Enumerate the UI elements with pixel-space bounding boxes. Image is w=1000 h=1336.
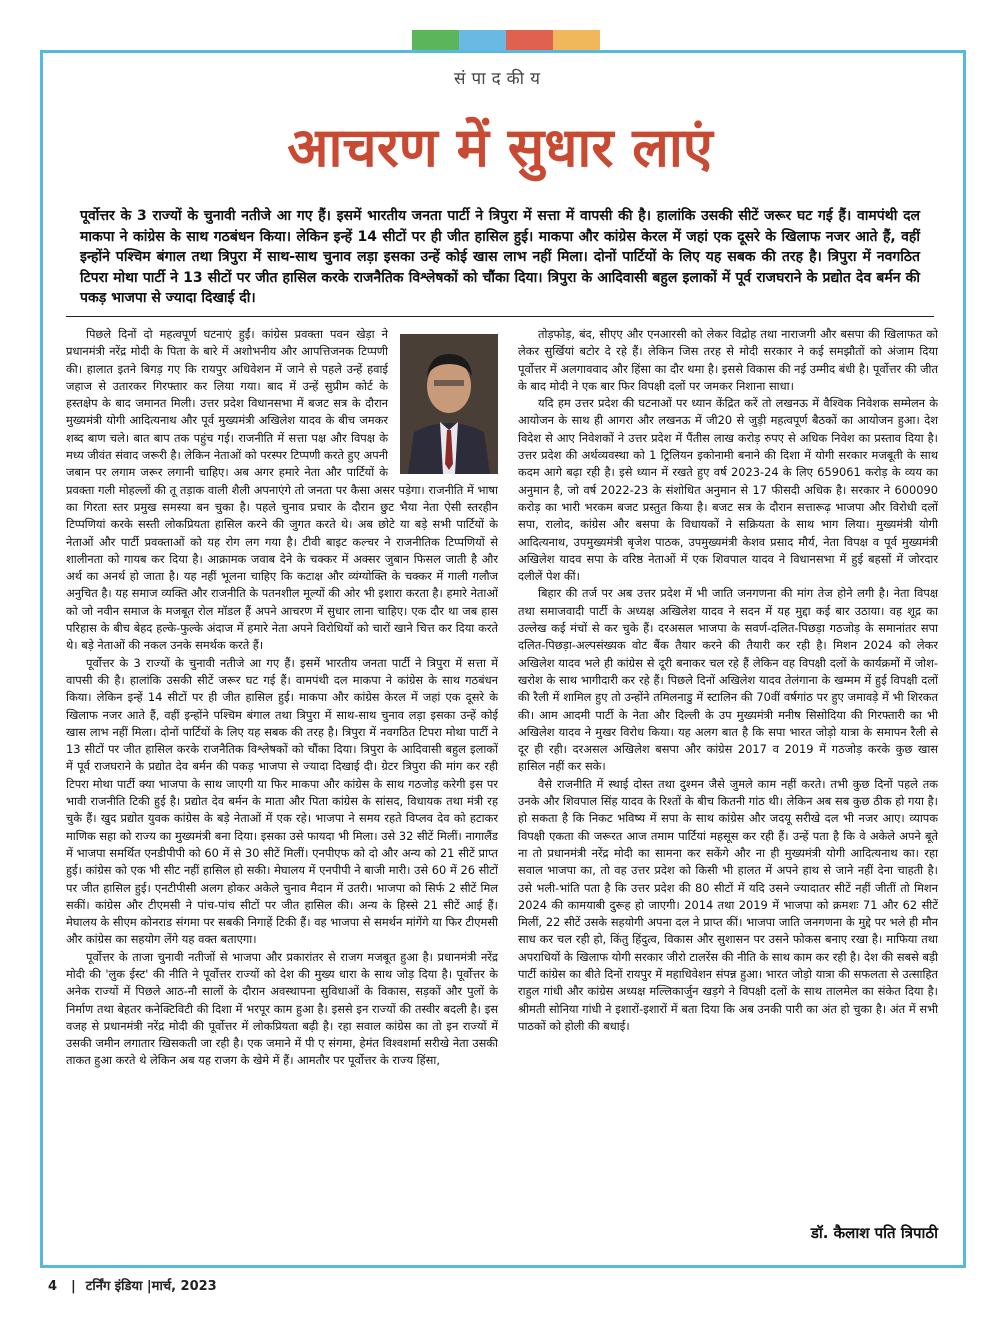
paragraph: यदि हम उत्तर प्रदेश की घटनाओं पर ध्यान केंद्रित करें तो लखनऊ में वैश्विक निवेशक सम्मेलन के आयोजन के साथ ही आगरा और लखनऊ में जी20 से जुड़ी महत्वपूर्ण बैठकों का आयोजन हुआ। देश विदेश से आए निवेशकों ने उत्तर प्रदेश में पैंतीस लाख करोड़ रुपए से अधिक निवेश का प्रस्ताव दिया है। उत्तर प्रदेश की अर्थव्यवस्था को 1 ट्रिलियन इकोनामी बनाने की दिशा में योगी सरकार मजबूती के साथ कदम आगे बढ़ा रही है। इसे ध्यान में रखते हुए वर्ष 2023-24 के लिए 659061 करोड़ के व्यय का अनुमान है, जो वर्ष 2022-23 के संशोधित अनुमान से 17 फीसदी अधिक है। सरकार ने 600090 करोड़ का भारी भरकम बजट प्रस्तुत किया है। बजट सत्र के दौरान सत्तारूढ़ भाजपा और विरोधी दलों सपा, रालोद, कांग्रेस और बसपा के विधायकों ने सक्रियता के साथ भाग लिया। मुख्यमंत्री योगी आदित्यनाथ, उपमुख्यमंत्री बृजेश पाठक, उपमुख्यमंत्री केशव प्रसाद मौर्य, नेता विपक्ष व पूर्व मुख्यमंत्री अखिलेश यादव सपा के वरिष्ठ नेताओं में एक शिवपाल यादव ने विधानसभा में हुई बहसों में जोरदार दलीलें पेश कीं। (518, 396, 938, 584)
headline: आचरण में सुधार लाएं (287, 115, 713, 179)
page-number: 4 (48, 1279, 58, 1294)
color-tab-blue (459, 30, 506, 50)
paragraph: तोड़फोड़, बंद, सीएए और एनआरसी को लेकर विद्रोह तथा नाराजगी और बसपा की खिलाफत को लेकर सुर्खियां बटोर दे रहे हैं। लेकिन जिस तरह से मोदी सरकार ने कई समझौतों को अंजाम दिया पूर्वोत्तर में अलगाववाद और हिंसा का दौर थमा है। इससे विकास की नई उम्मीद बंधी है। पूर्वोत्तर की जीत के बाद मोदी ने एक बार फिर विपक्षी दलों पर जमकर निशाना साधा। (518, 327, 938, 393)
color-tab-orange (553, 30, 600, 50)
color-tab-green (412, 30, 459, 50)
color-tab-red (506, 30, 553, 50)
footer-separator: | (146, 1279, 152, 1294)
color-tabs (412, 30, 600, 50)
article-column-2 (518, 326, 938, 1186)
divider (66, 316, 934, 317)
paragraph: बिहार की तर्ज पर अब उत्तर प्रदेश में भी जाति जनगणना की मांग तेज होने लगी है। नेता विपक्ष तथा समाजवादी पार्टी के अध्यक्ष अखिलेश यादव ने सदन में यह मुद्दा कई बार उठाया। वह शूद्र का उल्लेख कई मंचों से कर चुके हैं। दरअसल भाजपा के सवर्ण-दलित-पिछड़ा गठजोड़ के समानांतर सपा दलित-पिछड़ा-अल्पसंख्यक वोट बैंक तैयार करने की तैयारी कर रही है। मिशन 2024 को लेकर अखिलेश यादव भले ही कांग्रेस से दूरी बनाकर चल रहे हैं लेकिन वह विपक्षी दलों के कार्यक्रमों में जोश-खरोश के साथ भागीदारी कर रहे हैं। पिछले दिनों अखिलेश यादव तेलंगाना के खम्मम में हुई विपक्षी दलों की रैली में शामिल हुए तो उन्होंने तमिलनाडु में स्टालिन की 70वीं वर्षगांठ पर हुए जमावड़े में भी शिरकत की। आम आदमी पार्टी के नेता और दिल्ली के उप मुख्यमंत्री मनीष सिसोदिया की गिरफ्तारी का भी अखिलेश यादव ने मुखर विरोध किया। यह अलग बात है कि सपा भारत जोड़ो यात्रा के समापन रैली से दूर ही रही। दरअसल अखिलेश बसपा और कांग्रेस 2017 व 2019 में गठजोड़ करके कुछ खास हासिल नहीं कर सके। (518, 586, 938, 774)
article-column-1 (66, 326, 498, 1266)
author-byline: डॉ. कैलाश पति त्रिपाठी (810, 1224, 938, 1242)
portrait-illustration (400, 334, 498, 474)
author-photo (400, 334, 498, 474)
footer-separator: | (71, 1279, 76, 1294)
page-footer (48, 1276, 217, 1294)
paragraph: वैसे राजनीति में स्थाई दोस्त तथा दुश्मन जैसे जुमले काम नहीं करते। तभी कुछ दिनों पहले तक उनके और शिवपाल सिंह यादव के रिश्तों के बीच कितनी गांठ थी। लेकिन अब सब कुछ ठीक हो गया है। हो सकता है कि निकट भविष्य में सपा के साथ कांग्रेस और जदयू सरीखे दल भी नजर आए। व्यापक विपक्षी एकता की जरूरत आज तमाम पार्टियां महसूस कर रही हैं। उन्हें पता है कि वे अकेले अपने बूते ना तो प्रधानमंत्री नरेंद्र मोदी का सामना कर सकेंगे और ना ही मुख्यमंत्री योगी आदित्यनाथ का। रहा सवाल भाजपा का, तो वह उत्तर प्रदेश को किसी भी हालत में अपने हाथ से जाने नहीं देना चाहती है। उसे भली-भांति पता है कि उत्तर प्रदेश की 80 सीटों में यदि उसने ज्यादातर सीटें नहीं जीतीं तो मिशन 2024 की कामयाबी दुरूह हो जाएगी। 2014 तथा 2019 में भाजपा को क्रमशः 71 और 62 सीटें मिलीं, 22 सीटें उसके सहयोगी अपना दल ने प्राप्त कीं। भाजपा जाति जनगणना के मुद्दे पर भले ही मौन साध कर चल रही हो, किंतु हिंदुत्व, विकास और सुशासन पर उसने फोकस बनाए रखा है। माफिया तथा अपराधियों के खिलाफ योगी सरकार जीरो टालरेंस की नीति के साथ काम कर रही है। देश की सबसे बड़ी पार्टी कांग्रेस का बीते दिनों रायपुर में महाधिवेशन संपन्न हुआ। भारत जोड़ो यात्रा की सफलता से उत्साहित राहुल गांधी और कांग्रेस अध्यक्ष मल्लिकार्जुन खड़गे ने विपक्षी दलों के साथ तालमेल का संकेत दिया है। श्रीमती सोनिया गांधी ने इशारों-इशारों में बता दिया कि अब उनकी पारी का अंत हो चुका है। अंत में सभी पाठकों को होली की बधाई। (518, 776, 938, 1033)
paragraph: पूर्वोत्तर के ताजा चुनावी नतीजों से भाजपा और प्रकारांतर से राजग मजबूत हुआ है। प्रधानमंत्री नरेंद्र मोदी की 'लुक ईस्ट' की नीति ने पूर्वोत्तर राज्यों को देश की मुख्य धारा के साथ जोड़ दिया है। पूर्वोत्तर के अनेक राज्यों में पिछले आठ-नौ सालों के दौरान अवस्थापना सुविधाओं के विकास, सड़कों और पुलों के निर्माण तथा बेहतर कनेक्टिविटी की दिशा में भरपूर काम हुआ है। इससे इन राज्यों की तस्वीर बदली है। इस वजह से प्रधानमंत्री नरेंद्र मोदी की पूर्वोत्तर में लोकप्रियता बढ़ी है। रहा सवाल कांग्रेस का तो इन राज्यों में उसकी जमीन लगातार खिसकती जा रही है। एक जमाने में पी ए संगमा, हेमंत विश्वशर्मा सरीखे नेता उसकी ताकत हुआ करते थे लेकिन अब यह राजग के खेमे में हैं। आमतौर पर पूर्वोत्तर के राज्य हिंसा, (66, 949, 498, 1068)
paragraph: पूर्वोत्तर के 3 राज्यों के चुनावी नतीजे आ गए हैं। इसमें भारतीय जनता पार्टी ने त्रिपुरा में सत्ता में वापसी की है। हालांकि उसकी सीटें जरूर घट गई हैं। वामपंथी दल माकपा ने कांग्रेस के साथ गठबंधन किया। लेकिन इन्हें 14 सीटों पर ही जीत हासिल हुई। माकपा और कांग्रेस केरल में जहां एक दूसरे के खिलाफ नजर आते हैं, वहीं इन्होंने पश्चिम बंगाल तथा त्रिपुरा में साथ-साथ चुनाव लड़ा इसका उन्हें कोई खास लाभ नहीं मिला। दोनों पार्टियों के लिए यह सबक की तरह है। त्रिपुरा में नवगठित टिपरा मोथा पार्टी ने 13 सीटों पर जीत हासिल करके राजनैतिक विश्लेषकों को चौंका दिया। त्रिपुरा के आदिवासी बहुल इलाकों में पूर्व राजघराने के प्रद्योत देव बर्मन की पकड़ भाजपा से ज्यादा दिखाई दी। ग्रेटर त्रिपुरा की मांग कर रही टिपरा मोथा पार्टी क्या भाजपा के साथ जाएगी या फिर माकपा और कांग्रेस के साथ गठजोड़ करेगी इस पर भावी राजनीति टिकी हुई है। प्रद्योत देव बर्मन के माता और पिता कांग्रेस के सांसद, विधायक तथा मंत्री रह चुके हैं। खुद प्रद्योत युवक कांग्रेस के बड़े नेताओं में एक रहे। भाजपा ने समय रहते विप्लव देव को हटाकर माणिक सहा को राज्य का मुख्यमंत्री बना दिया। इसका उसे फायदा भी मिला। उसे 32 सीटें मिलीं। नागालैंड में भाजपा समर्थित एनडीपीपी को 60 में से 30 सीटें मिलीं। एनपीएफ को दो और अन्य को 21 सीटें प्राप्त हुई। कांग्रेस को एक भी सीट नहीं हासिल हो सकी। मेघालय में एनपीपी ने बाजी मारी। उसे 60 में 26 सीटों पर जीत हासिल हुई। एनटीपीसी अलग होकर अकेले चुनाव मैदान में उतरी। भाजपा को सिर्फ 2 सीटें मिल सकीं। कांग्रेस और टीएमसी ने पांच-पांच सीटों पर जीत हासिल की। अन्य के हिस्से 21 सीटें आई हैं। मेघालय के सीएम कोनराड संगमा पर सबकी निगाहें टिकी हैं। वह भाजपा से समर्थन मांगेंगे या फिर टीएमसी और कांग्रेस का सहयोग लेंगे यह वक्त बताएगा। (66, 655, 498, 947)
lede-paragraph: पूर्वोत्तर के 3 राज्यों के चुनावी नतीजे आ गए हैं। इसमें भारतीय जनता पार्टी ने त्रिपुरा में सत्ता में वापसी की है। हालांकि उसकी सीटें जरूर घट गई हैं। वामपंथी दल माकपा ने कांग्रेस के साथ गठबंधन किया। लेकिन इन्हें 14 सीटों पर ही जीत हासिल हुई। माकपा और कांग्रेस केरल में जहां एक दूसरे के खिलाफ नजर आते हैं, वहीं इन्होंने पश्चिम बंगाल तथा त्रिपुरा में साथ-साथ चुनाव लड़ा इसका उन्हें कोई खास लाभ नहीं मिला। दोनों पार्टियों के लिए यह सबक की तरह है। त्रिपुरा में नवगठित टिपरा मोथा पार्टी ने 13 सीटों पर जीत हासिल करके राजनैतिक विश्लेषकों को चौंका दिया। त्रिपुरा के आदिवासी बहुल इलाकों में पूर्व राजघराने के प्रद्योत देव बर्मन की पकड़ भाजपा से ज्यादा दिखाई दी। (80, 208, 920, 307)
paragraph: पिछले दिनों दो महत्वपूर्ण घटनाएं हुईं। कांग्रेस प्रवक्ता पवन खेड़ा ने प्रधानमंत्री नरेंद्र मोदी के पिता के बारे में अशोभनीय और आपत्तिजनक टिप्पणी की। हालात इतने बिगड़ गए कि रायपुर अधिवेशन में जाने से पहले उन्हें हवाई जहाज से उतारकर गिरफ्तार कर लिया गया। बाद में उन्हें सुप्रीम कोर्ट के हस्तक्षेप के बाद जमानत मिली। उत्तर प्रदेश विधानसभा में बजट सत्र के दौरान मुख्यमंत्री योगी आदित्यनाथ और पूर्व मुख्यमंत्री अखिलेश यादव के बीच जमकर शब्द बाण चले। बात बाप तक पहुंच गई। राजनीति में सत्ता पक्ष और विपक्ष के मध्य जीवंत संवाद जरूरी है। लेकिन नेताओं को परस्पर टिप्पणी करते हुए अपनी जबान पर लगाम जरूर लगानी चाहिए। अब अगर हमारे नेता और पार्टियों के प्रवक्ता गली मोहल्लों की तू तड़ाक वाली शैली अपनाएंगे तो जनता पर कैसा असर पड़ेगा। राजनीति में भाषा का गिरता स्तर प्रमुख समस्या बन चुका है। पहले चुनाव प्रचार के दौरान छुट भैया नेता ऐसी स्तरहीन टिप्पणियां करके सस्ती लोकप्रियता हासिल करने की जुगत करते थे। अब छोटे या बड़े सभी पार्टियों के नेताओं और पार्टी प्रवक्ताओं को यह रोग लग गया है। टीवी बाइट कल्चर ने राजनीतिक टिप्पणियों से शालीनता को गायब कर दिया है। आक्रामक जवाब देने के चक्कर में अक्सर जुबान फिसल जाती है और अर्थ का अनर्थ हो जाता है। यह नहीं भूलना चाहिए कि कटाक्ष और व्यंग्योक्ति के चक्कर में गाली गलौज अनुचित है। यह समाज व्यक्ति और राजनीति के पतनशील मूल्यों की ओर भी इशारा करता है। हमारे नेताओं को जो नवीन समाज के मजबूत रोल मॉडल हैं अपने आचरण में सुधार लाना चाहिए। एक दौर था जब हास परिहास के बीच बेहद हल्के-फुल्के अंदाज में हमारे नेता अपने विरोधियों को चारों खाने चित्त कर दिया करते थे। बड़े नेताओं की नकल उनके समर्थक करते हैं। (66, 327, 498, 653)
section-label: संपादकीय (454, 69, 546, 89)
issue-date: मार्च, 2023 (151, 1279, 217, 1294)
magazine-name: टर्निंग इंडिया (85, 1279, 143, 1294)
